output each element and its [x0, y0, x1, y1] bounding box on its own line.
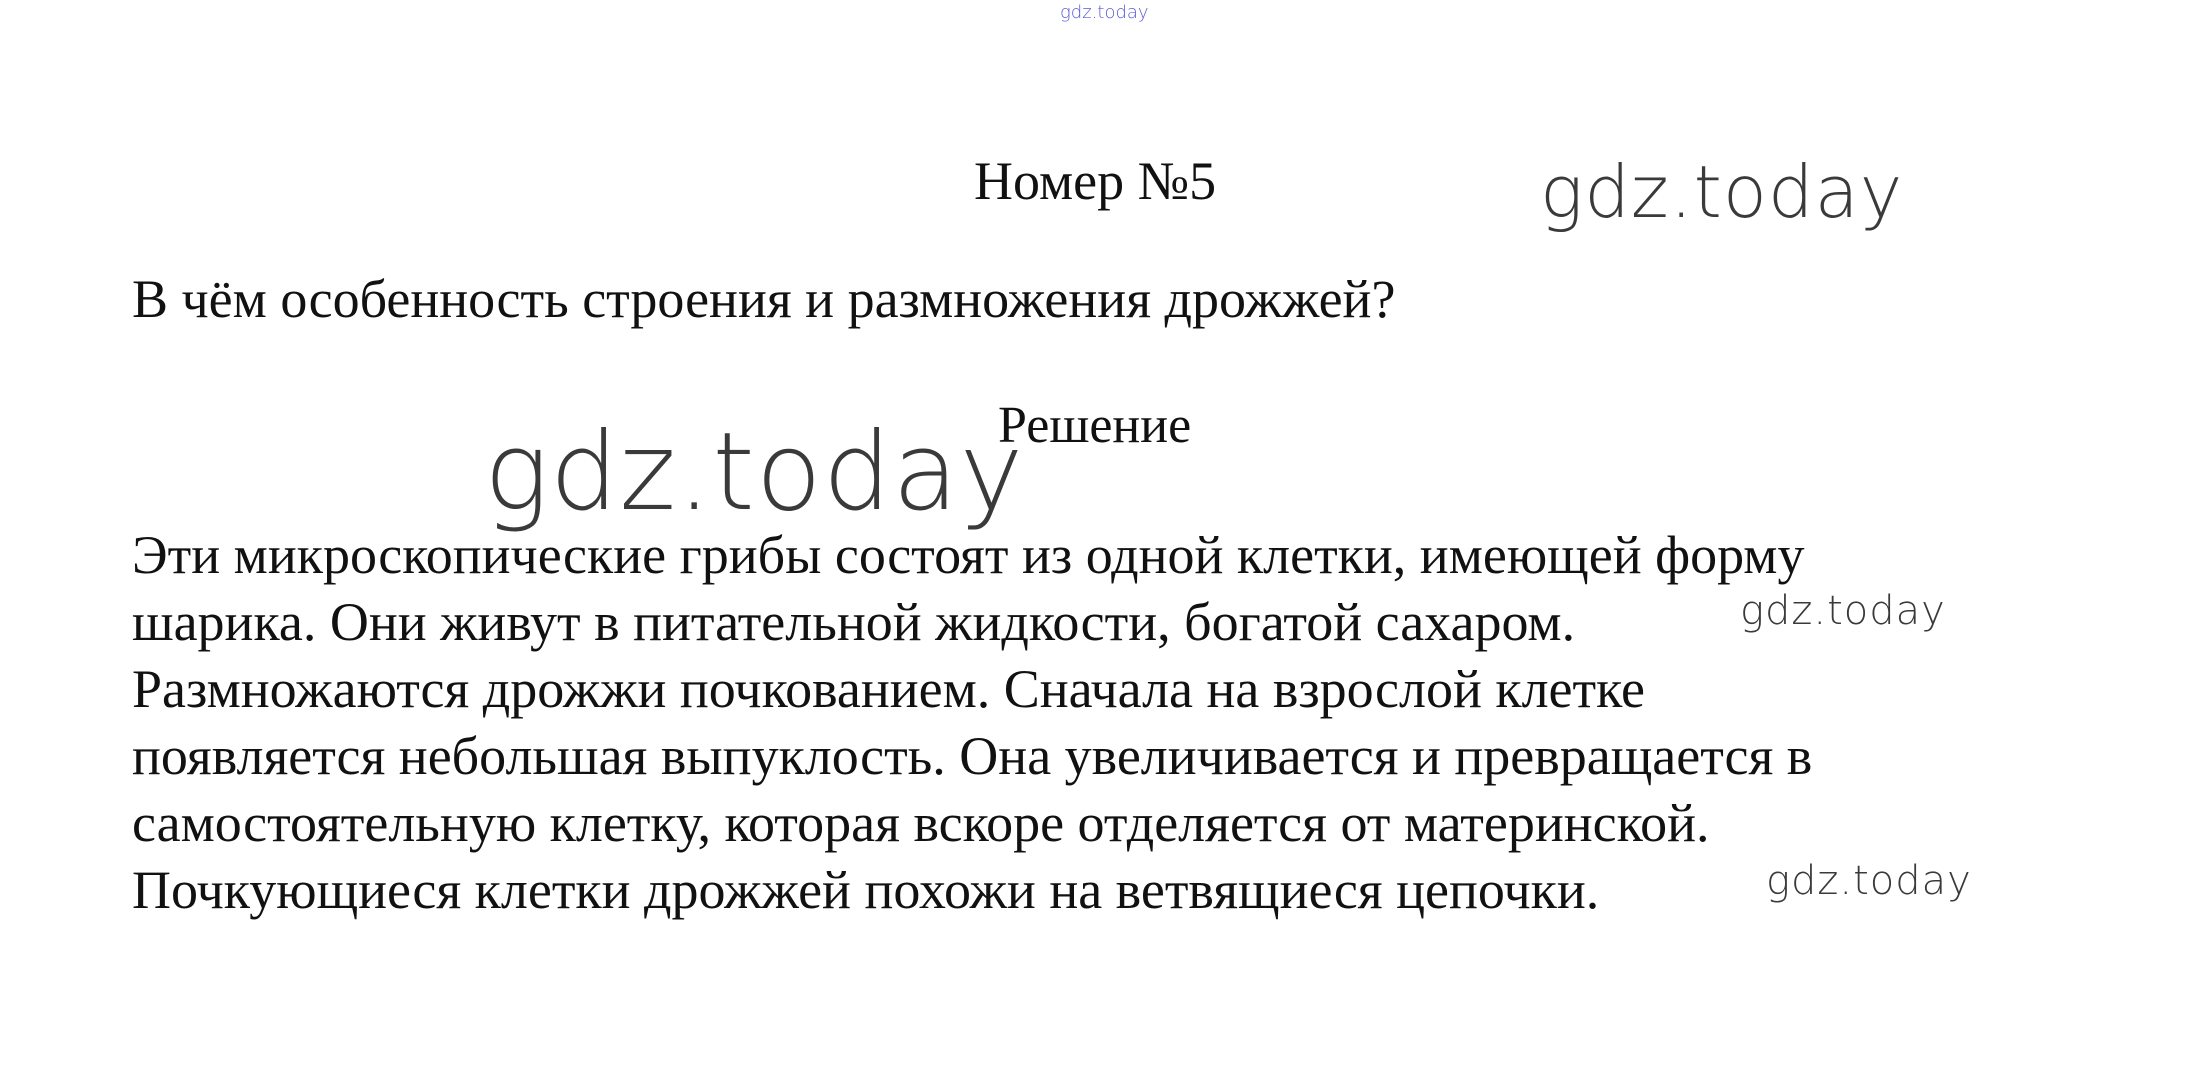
solution-line: появляется небольшая выпуклость. Она увеличивается и превращается в: [132, 726, 1813, 786]
solution-line: Эти микроскопические грибы состоят из одной клетки, имеющей форму: [132, 525, 1805, 585]
solution-line: самостоятельную клетку, которая вскоре отделяется от материнской.: [132, 793, 1710, 853]
watermark-line2: gdz.today: [1740, 588, 1946, 634]
solution-line: Почкующиеся клетки дрожжей похожи на ветвящиеся цепочки.: [132, 860, 1600, 920]
task-title: Номер №5: [974, 151, 1217, 211]
solution-line: шарика. Они живут в питательной жидкости, богатой сахаром.: [132, 592, 1576, 652]
watermark-line6: gdz.today: [1766, 858, 1972, 904]
task-question: В чём особенность строения и размножения дрожжей?: [132, 269, 1396, 329]
watermark-big: gdz.today: [484, 410, 1025, 535]
watermark-right: gdz.today: [1540, 150, 1904, 234]
solution-heading: Решение: [998, 397, 1192, 454]
solution-line: Размножаются дрожжи почкованием. Сначала на взрослой клетке: [132, 659, 1645, 719]
watermark-top: gdz.today: [1060, 2, 1149, 23]
